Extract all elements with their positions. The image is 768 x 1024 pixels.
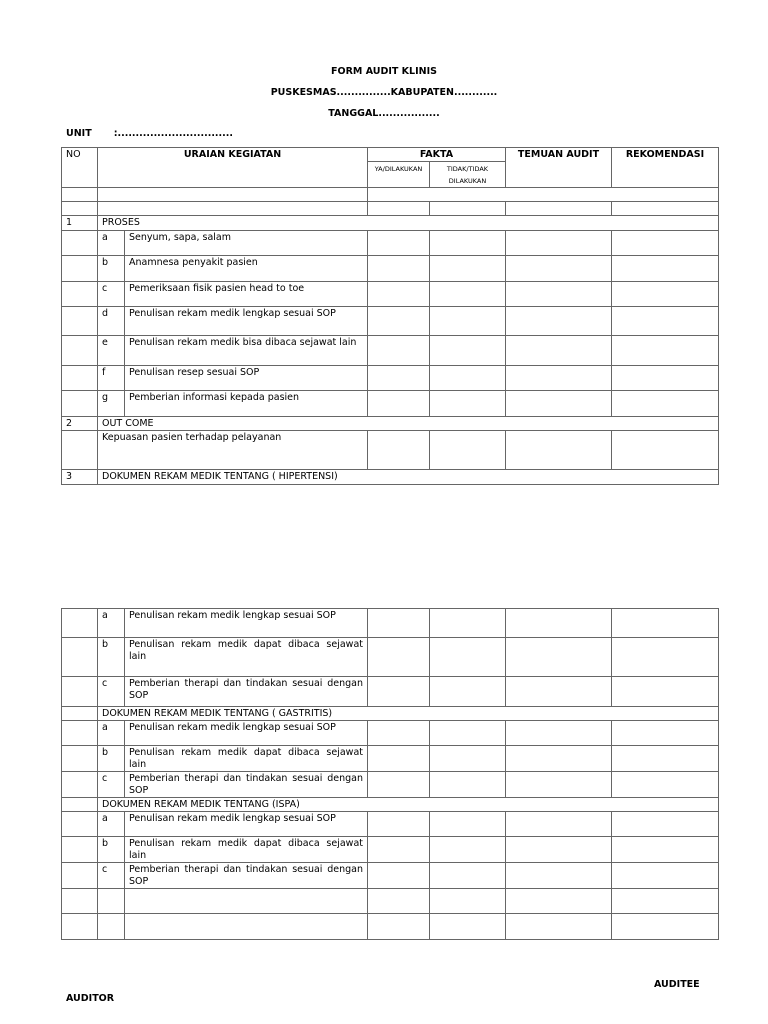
item-text: Penulisan rekam medik lengkap sesuai SOP — [125, 812, 368, 837]
header-uraian: URAIAN KEGIATAN — [98, 148, 368, 188]
item-text: Penulisan rekam medik dapat dibaca sejawat lain — [125, 638, 368, 677]
table-row — [62, 812, 719, 837]
table-row — [62, 721, 719, 746]
table-row — [62, 231, 719, 256]
table-row — [62, 391, 719, 417]
header-temuan: TEMUAN AUDIT — [506, 148, 612, 188]
item-text: Anamnesa penyakit pasien — [125, 256, 368, 282]
auditor-label: AUDITOR — [66, 993, 115, 1004]
header-fakta: FAKTA — [368, 148, 506, 162]
table-row — [62, 863, 719, 889]
section-no: 2 — [62, 417, 98, 431]
table-row — [62, 188, 719, 202]
table-row — [62, 256, 719, 282]
puskesmas-line: PUSKESMAS...............KABUPATEN............ — [270, 87, 498, 98]
section-row — [62, 798, 719, 812]
item-letter: c — [98, 772, 125, 798]
item-letter: a — [98, 721, 125, 746]
section-title: DOKUMEN REKAM MEDIK TENTANG ( HIPERTENSI) — [98, 470, 719, 485]
table-row — [62, 837, 719, 863]
item-letter: b — [98, 638, 125, 677]
header-tidak: TIDAK/TIDAK DILAKUKAN — [430, 162, 506, 188]
item-text: Pemberian therapi dan tindakan sesuai dengan SOP — [125, 677, 368, 707]
unit-value: :................................ — [113, 128, 233, 139]
section-title: DOKUMEN REKAM MEDIK TENTANG (ISPA) — [98, 798, 719, 812]
item-text: Pemberian therapi dan tindakan sesuai dengan SOP — [125, 863, 368, 889]
item-letter: d — [98, 307, 125, 336]
section-row — [62, 707, 719, 721]
table-row — [62, 202, 719, 216]
item-letter: e — [98, 336, 125, 366]
item-text: Penulisan rekam medik lengkap sesuai SOP — [125, 721, 368, 746]
section-title: OUT COME — [98, 417, 719, 431]
item-text: Penulisan rekam medik dapat dibaca sejawat lain — [125, 746, 368, 772]
unit-line — [66, 128, 233, 139]
audit-table-2 — [61, 608, 719, 940]
item-letter: b — [98, 256, 125, 282]
section-no: 3 — [62, 470, 98, 485]
item-letter: f — [98, 366, 125, 391]
item-text: Kepuasan pasien terhadap pelayanan — [98, 431, 368, 470]
item-letter: c — [98, 863, 125, 889]
section-row — [62, 470, 719, 485]
table-row — [62, 914, 719, 940]
table-row — [62, 282, 719, 307]
item-text: Pemeriksaan fisik pasien head to toe — [125, 282, 368, 307]
section-row — [62, 417, 719, 431]
table-row — [62, 677, 719, 707]
item-letter: g — [98, 391, 125, 417]
tanggal-line: TANGGAL................. — [328, 108, 440, 119]
item-letter: b — [98, 837, 125, 863]
item-text: Penulisan rekam medik lengkap sesuai SOP — [125, 307, 368, 336]
item-letter: a — [98, 231, 125, 256]
table-row — [62, 366, 719, 391]
section-no: 1 — [62, 216, 98, 231]
header-rekomendasi: REKOMENDASI — [612, 148, 719, 188]
auditee-label: AUDITEE — [654, 979, 700, 990]
item-letter: a — [98, 812, 125, 837]
table-row — [62, 746, 719, 772]
table-row — [62, 336, 719, 366]
table-row — [62, 307, 719, 336]
item-text: Penulisan rekam medik lengkap sesuai SOP — [125, 609, 368, 638]
item-text: Pemberian informasi kepada pasien — [125, 391, 368, 417]
table-row — [62, 889, 719, 914]
item-letter: c — [98, 677, 125, 707]
audit-table-1 — [61, 147, 719, 485]
item-letter: b — [98, 746, 125, 772]
unit-label: UNIT — [66, 128, 92, 139]
item-text: Penulisan rekam medik dapat dibaca sejawat lain — [125, 837, 368, 863]
section-title: DOKUMEN REKAM MEDIK TENTANG ( GASTRITIS) — [98, 707, 719, 721]
header-no: NO — [62, 148, 98, 188]
section-row — [62, 216, 719, 231]
header-ya: YA/DILAKUKAN — [368, 162, 430, 188]
item-text: Penulisan resep sesuai SOP — [125, 366, 368, 391]
item-text: Pemberian therapi dan tindakan sesuai dengan SOP — [125, 772, 368, 798]
section-title: PROSES — [98, 216, 719, 231]
form-title: FORM AUDIT KLINIS — [331, 66, 437, 77]
table-row — [62, 772, 719, 798]
table-row — [62, 431, 719, 470]
item-text: Senyum, sapa, salam — [125, 231, 368, 256]
item-letter: a — [98, 609, 125, 638]
item-letter: c — [98, 282, 125, 307]
table-row — [62, 609, 719, 638]
item-text: Penulisan rekam medik bisa dibaca sejawat lain — [125, 336, 368, 366]
table-row — [62, 638, 719, 677]
